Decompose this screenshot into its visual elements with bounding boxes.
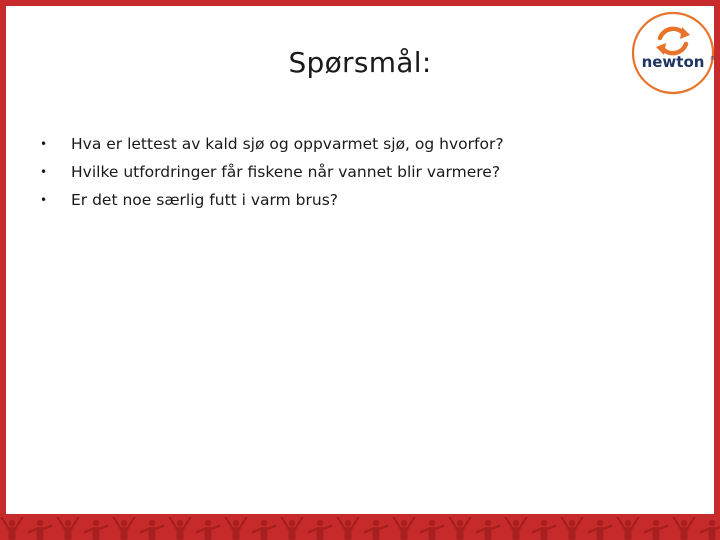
logo-registered-mark: ® (710, 56, 715, 62)
bullet-dot: • (40, 193, 48, 207)
crowd-silhouette-icon (0, 514, 720, 540)
bullet-dot: • (40, 137, 48, 151)
logo-wordmark: newton (641, 53, 705, 71)
footer-crowd-pattern (0, 514, 720, 540)
slide-title: Spørsmål: (288, 46, 432, 79)
newton-logo-icon (630, 10, 716, 96)
slide-canvas (6, 6, 714, 514)
newton-logo (630, 10, 716, 96)
bullet-text: Hvilke utfordringer får fiskene når vannet blir varmere? (71, 163, 501, 181)
bullet-text: Hva er lettest av kald sjø og oppvarmet sjø, og hvorfor? (71, 135, 504, 153)
bullet-dot: • (40, 165, 48, 179)
bullet-text: Er det noe særlig futt i varm brus? (71, 191, 339, 209)
